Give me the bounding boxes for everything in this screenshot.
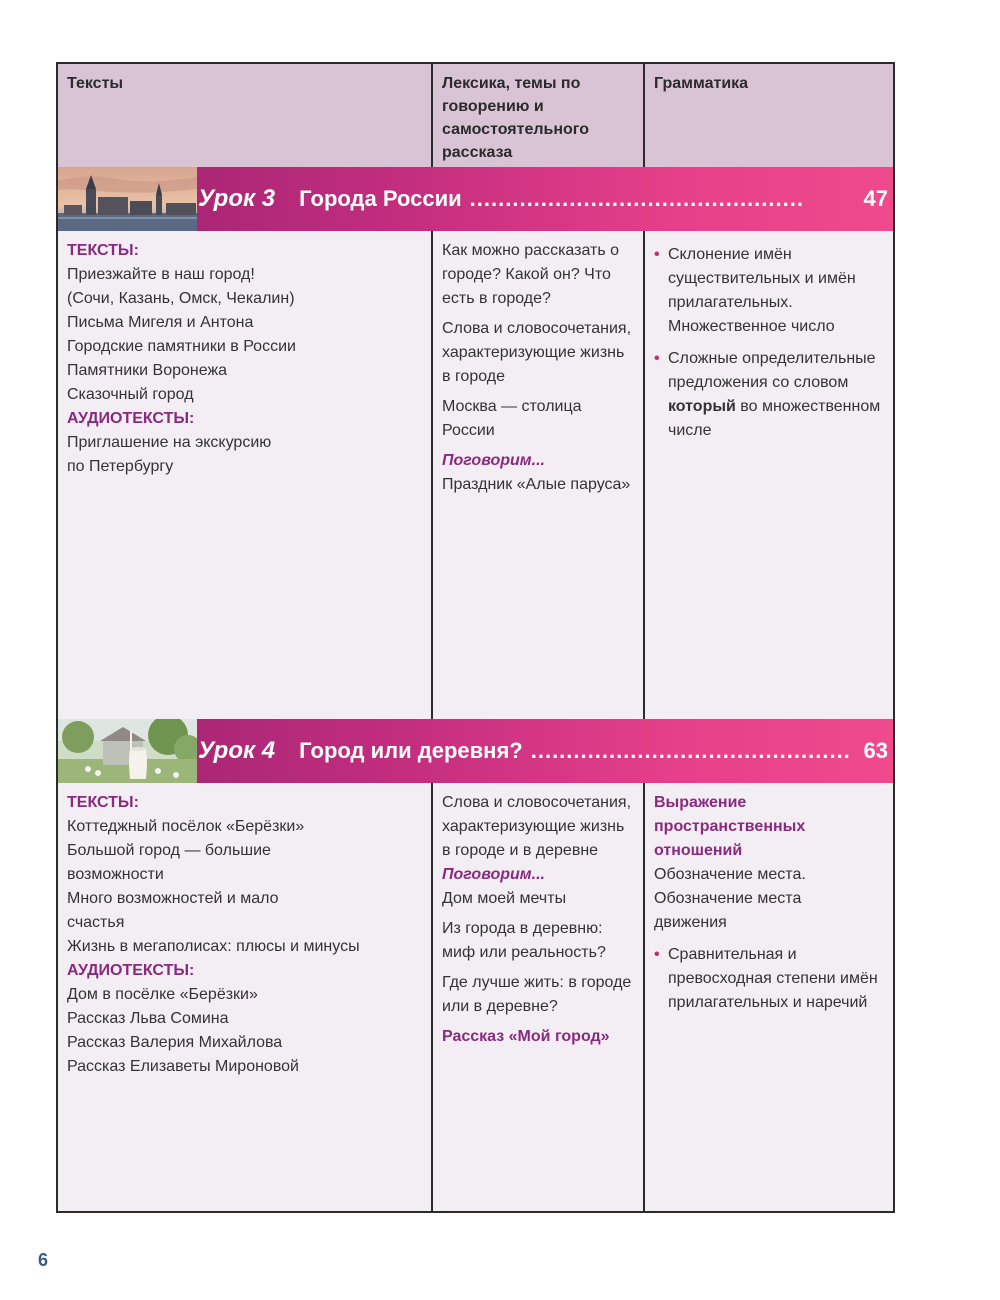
vocab-block: Как можно рассказать о городе? Какой он? Что есть в городе?: [442, 242, 620, 307]
grammar-text: Сложные определительные предложения со словом: [668, 350, 876, 391]
audio-label: АУДИОТЕКСТЫ:: [67, 410, 195, 427]
lesson-3-vocabulary: [433, 233, 643, 503]
header-grammar: Грамматика: [654, 75, 749, 92]
list-item: Рассказ Елизаветы Мироновой: [67, 1058, 299, 1075]
lesson-title: Города России: [299, 186, 462, 211]
page-number: 6: [38, 1250, 49, 1270]
header-texts: Тексты: [67, 75, 124, 92]
list-item: Письма Мигеля и Антона: [67, 314, 254, 331]
lesson-title: Город или деревня?: [299, 738, 523, 763]
list-item: (Сочи, Казань, Омск, Чекалин): [67, 290, 295, 307]
list-item: Много возможностей и мало счастья: [67, 890, 279, 931]
list-item: Приглашение на экскурсию: [67, 434, 272, 451]
lesson-4-band[interactable]: [58, 719, 893, 783]
vocab-block: Дом моей мечты: [442, 890, 567, 907]
list-item: Сказочный город: [67, 386, 194, 403]
grammar-text: Обозначение места. Обозначение места движения: [654, 866, 806, 931]
lesson-number: Урок 4: [198, 737, 276, 764]
list-item: по Петербургу: [67, 458, 174, 475]
story-title: Рассказ «Мой город»: [442, 1028, 610, 1045]
grammar-bullet: • Склонение имён существительных и имён прилагательных. Множественное число: [654, 243, 884, 339]
divider: [643, 64, 645, 167]
lesson-3-grammar: [645, 233, 893, 449]
lesson-4-title-line: [198, 719, 888, 783]
talk-label: Поговорим...: [442, 452, 545, 469]
divider: [431, 64, 433, 167]
list-item: Дом в посёлке «Берёзки»: [67, 986, 258, 1003]
vocab-block: Слова и словосочетания, характеризующие жизнь в городе и в деревне: [442, 794, 632, 859]
lesson-3-band[interactable]: [58, 167, 893, 231]
lesson-4-vocabulary: [433, 785, 643, 1055]
lesson-number: Урок 3: [198, 185, 276, 212]
lesson-4-grammar: [645, 785, 893, 1021]
lesson-3-title-line: [198, 167, 888, 231]
lesson-page-number: 47: [863, 186, 888, 211]
village-photo: [58, 719, 197, 783]
vocab-block: Из города в деревню: миф или реальность?: [442, 920, 606, 961]
city-photo: [58, 167, 197, 231]
lesson-3-texts: [58, 233, 431, 485]
grammar-bullet: • Сравнительная и превосходная степени имён прилагательных и наречий: [654, 943, 884, 1015]
audio-label: АУДИОТЕКСТЫ:: [67, 962, 195, 979]
header-vocabulary: Лексика, темы по говорению и самостоятельного рассказа: [442, 75, 589, 161]
list-item: Приезжайте в наш город!: [67, 266, 255, 283]
vocab-block: Где лучше жить: в городе или в деревне?: [442, 974, 632, 1015]
texts-label: ТЕКСТЫ:: [67, 794, 139, 811]
list-item: Городские памятники в России: [67, 338, 296, 355]
lesson-4-texts: [58, 785, 431, 1085]
leader-dots: .............................................: [530, 738, 851, 763]
lesson-page-number: 63: [863, 738, 888, 763]
grammar-bullet: [654, 347, 884, 443]
contents-table: [56, 62, 895, 1213]
vocab-block: Слова и словосочетания, характеризующие жизнь в городе: [442, 320, 632, 385]
grammar-text: во множественном числе: [668, 398, 881, 439]
texts-label: ТЕКСТЫ:: [67, 242, 139, 259]
vocab-block: Москва — столица России: [442, 398, 582, 439]
grammar-heading: Выражение пространственных отношений: [654, 794, 806, 859]
list-item: Коттеджный посёлок «Берёзки»: [67, 818, 305, 835]
list-item: Большой город — большие возможности: [67, 842, 271, 883]
leader-dots: ...............................................: [469, 186, 804, 211]
talk-label: Поговорим...: [442, 866, 545, 883]
list-item: Памятники Воронежа: [67, 362, 228, 379]
vocab-block: Праздник «Алые паруса»: [442, 476, 631, 493]
grammar-keyword: который: [668, 398, 736, 415]
list-item: Рассказ Льва Сомина: [67, 1010, 229, 1027]
list-item: Рассказ Валерия Михайлова: [67, 1034, 283, 1051]
list-item: Жизнь в мегаполисах: плюсы и минусы: [67, 938, 360, 955]
table-header: [58, 64, 893, 169]
